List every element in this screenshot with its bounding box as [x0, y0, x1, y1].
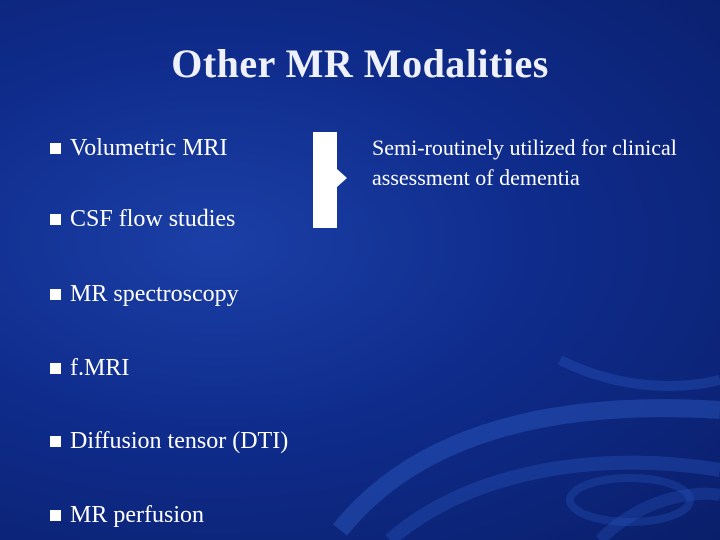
- square-bullet-icon: [50, 289, 61, 300]
- bullet-text: MR spectroscopy: [70, 281, 239, 307]
- bullet-text: Diffusion tensor (DTI): [70, 428, 289, 454]
- square-bullet-icon: [50, 363, 61, 374]
- arrow-right-icon: [337, 169, 347, 187]
- side-note: Semi-routinely utilized for clinical assessment of dementia: [372, 135, 677, 190]
- square-bullet-icon: [50, 510, 61, 521]
- bullet-text: CSF flow studies: [70, 206, 236, 232]
- bullet-text: MR perfusion: [70, 502, 204, 528]
- square-bullet-icon: [50, 436, 61, 447]
- bullet-text: Volumetric MRI: [70, 135, 228, 161]
- square-bullet-icon: [50, 143, 61, 154]
- grouping-bracket: [313, 132, 337, 228]
- background-swirl-decoration: [300, 240, 720, 540]
- slide-title: Other MR Modalities: [171, 41, 549, 86]
- square-bullet-icon: [50, 214, 61, 225]
- bullet-text: f.MRI: [70, 355, 130, 381]
